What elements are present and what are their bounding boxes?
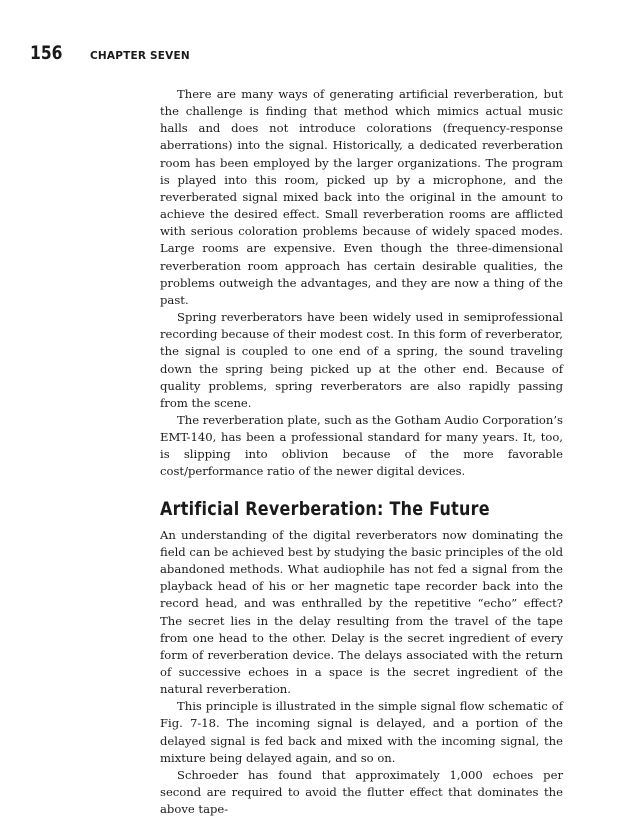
paragraph-spring-reverberators: Spring reverberators have been widely used in semiprofessional recording because of their modest cost. In this form of reverberator, the signal is coupled to one end of a spring, the sound traveling down the spring being picked up at the other end. Because of quality problems, spring reverberators are also rapidly passing from the scene. [160,310,563,410]
chapter-label: CHAPTER SEVEN [90,50,190,62]
page-number: 156 [30,42,63,64]
paragraph-schroeder: Schroeder has found that approximately 1,000 echoes per second are required to avoid the flutter effect that dominates the above tape- [160,767,563,817]
body-text [160,86,563,818]
page-header [30,42,190,64]
paragraph-digital-reverberators: An understanding of the digital reverberators now dominating the field can be achieved best by studying the basic principles of the old abandoned methods. What audiophile has not fed a signal from the playback head of his or her magnetic tape recorder back into the record head, and was enthralled by the repetitive “echo” effect? The secret lies in the delay resulting from the travel of the tape from one head to the other. Delay is the secret ingredient of every form of reverberation device. The delays associated with the return of successive echoes in a space is the secret ingredient of the natural reverberation. [160,527,564,697]
section-heading: Artificial Reverberation: The Future [160,497,490,520]
paragraph-reverb-plate: The reverberation plate, such as the Gotham Audio Corporation’s EMT-140, has been a professional standard for many years. It, too, is slipping into oblivion because of the more favorable cost/performance ratio of the newer digital devices. [160,412,563,479]
paragraph-reverb-methods: There are many ways of generating artificial reverberation, but the challenge is finding that method which mimics actual music halls and does not introduce colorations (frequency-response aberrations) into the signal. Historically, a dedicated reverberation room has been employed by the larger organizations. The program is played into this room, picked up by a microphone, and the reverberated signal mixed back into the original in the amount to achieve the desired effect. Small reverberation rooms are afflicted with serious coloration problems because of widely spaced modes. Large rooms are expensive. Even though the three-dimensional reverberation room approach has certain desirable qualities, the problems outweigh the advantages, and they are now a thing of the past. [160,87,563,307]
paragraph-signal-flow: This principle is illustrated in the simple signal flow schematic of Fig. 7-18. The incoming signal is delayed, and a portion of the delayed signal is fed back and mixed with the incoming signal, the mixture being delayed again, and so on. [160,699,563,765]
